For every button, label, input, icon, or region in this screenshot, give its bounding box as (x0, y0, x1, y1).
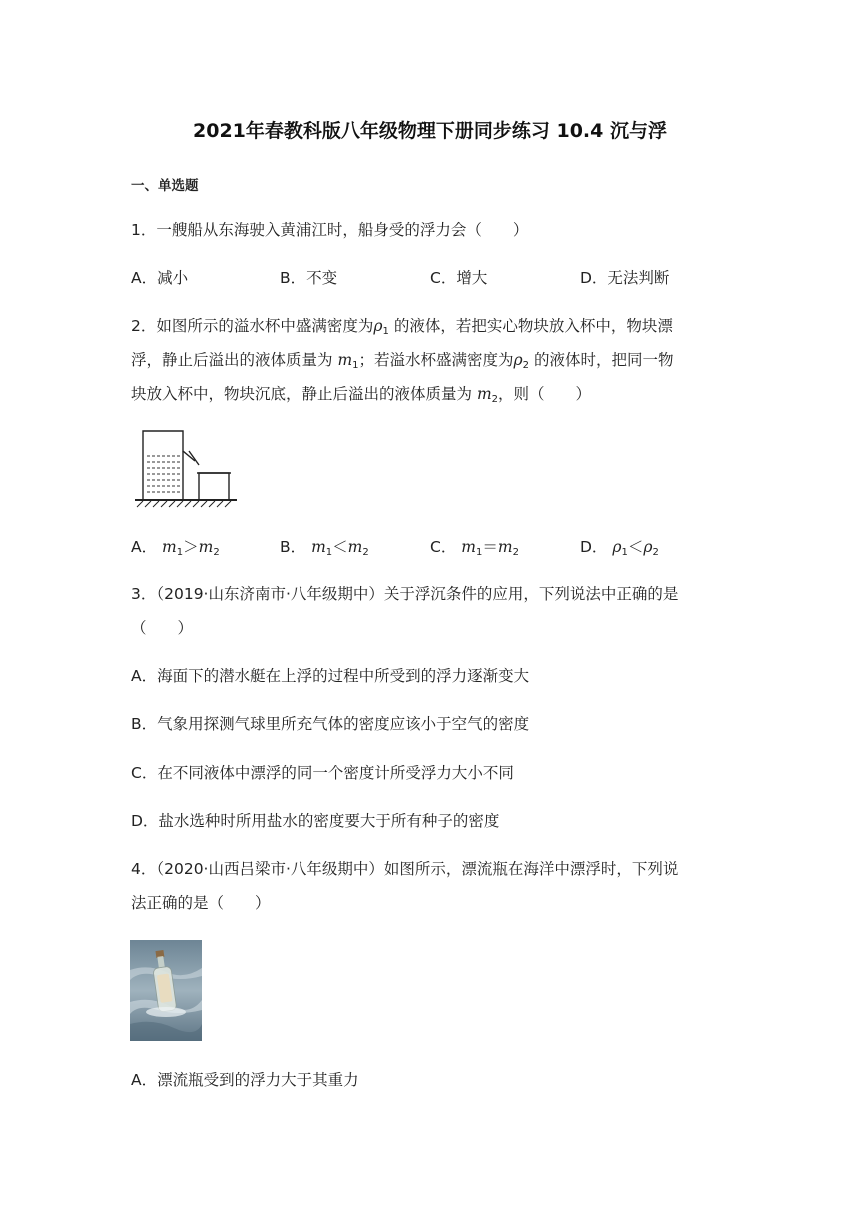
q4-stem-line-1: 4．（2020·山西吕梁市·八年级期中）如图所示，漂流瓶在海洋中漂浮时，下列说 (131, 860, 679, 878)
q3-stem-line-1: 3．（2019·山东济南市·八年级期中）关于浮沉条件的应用，下列说法中正确的是 (131, 585, 679, 603)
overflow-cup-outline (143, 431, 195, 499)
section-heading: 一、单选题 (131, 178, 199, 194)
q1-stem: 1．一艘船从东海驶入黄浦江时，船身受的浮力会（ ） (131, 221, 529, 239)
q3-option-d: D．盐水选种时所用盐水的密度要大于所有种子的密度 (131, 812, 500, 830)
q2-line-3: 块放入杯中，物块沉底，静止后溢出的液体质量为 $m_2$，则（ ） (131, 385, 592, 405)
q1-option-d: D．无法判断 (580, 269, 670, 287)
drift-bottle-photo (130, 940, 202, 1041)
q2-option-c: C． $m_1=m_2$ (430, 538, 519, 558)
q3-option-b: B．气象用探测气球里所充气体的密度应该小于空气的密度 (131, 715, 530, 733)
q4-option-a: A．漂流瓶受到的浮力大于其重力 (131, 1071, 359, 1089)
beaker-outline (199, 473, 229, 499)
q3-stem-line-2: （ ） (131, 619, 194, 637)
q2-option-a: A． $m_1>m_2$ (131, 538, 220, 558)
q1-option-c: C．增大 (430, 269, 488, 287)
q1-option-a: A．减小 (131, 269, 189, 287)
q2-line-2: 浮，静止后溢出的液体质量为 $m_1$；若溢水杯盛满密度为$\rho_2$ 的液体时，把同一物 (131, 351, 674, 371)
overflow-cup-figure (133, 427, 239, 509)
q3-option-a: A．海面下的潜水艇在上浮的过程中所受到的浮力逐渐变大 (131, 667, 530, 685)
ground-hatch (137, 501, 231, 507)
q4-stem-line-2: 法正确的是（ ） (131, 894, 271, 912)
q3-option-c: C．在不同液体中漂浮的同一个密度计所受浮力大小不同 (131, 764, 514, 782)
q2-option-b: B． $m_1<m_2$ (280, 538, 369, 558)
document-title: 2021年春教科版八年级物理下册同步练习 10.4 沉与浮 (193, 120, 667, 142)
q1-option-b: B．不变 (280, 269, 338, 287)
q2-option-d: D． $\rho_1<\rho_2$ (580, 538, 659, 558)
q2-line-1: 2．如图所示的溢水杯中盛满密度为$\rho_1$ 的液体，若把实心物块放入杯中，物块漂 (131, 317, 673, 337)
liquid-pattern (147, 456, 180, 492)
